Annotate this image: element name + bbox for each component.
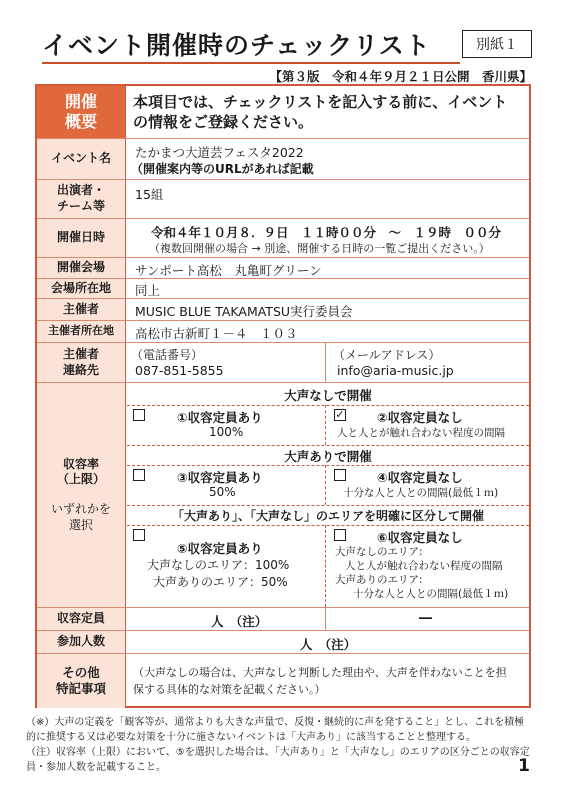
datetime-value[interactable]: 令和４年１０月８．９日 １１時００分 ～ １９時 ００分 — [151, 225, 502, 240]
email-label: （メールアドレス） — [333, 348, 441, 362]
opt4-note: 十分な人と人との間隔(最低１ｍ) — [343, 487, 499, 499]
contact-row — [37, 342, 529, 382]
overview-text: 本項目では、チェックリストを記入する前に、イベントの情報をご登録ください。 — [133, 93, 508, 132]
quiet-heading: 大声なしで開催 — [284, 388, 372, 403]
organizer-address-value[interactable]: 高松市古新町１－４ １０３ — [135, 326, 298, 341]
organizer-address-row — [37, 320, 529, 342]
opt6-line1: 大声なしのエリア: — [335, 546, 423, 558]
event-name-note: （開催案内等のURLがあれば記載 — [131, 162, 314, 176]
overview-label: 開催 概要 — [37, 86, 126, 138]
footnote-2: （注）収容率（上限）において、⑤を選択した場合は、「大声あり」と「大声なし」のエリアの区分ごとの収容定員・参加人数を記載すること。 — [26, 747, 530, 773]
opt5-checkbox[interactable] — [133, 529, 145, 541]
capacity-limit-row — [37, 607, 529, 630]
other-label: その他 特記事項 — [37, 654, 126, 708]
opt5-line2[interactable]: 大声ありのエリア：50% — [153, 575, 288, 589]
opt6-title: ⑥収容定員なし — [377, 530, 463, 545]
datetime-label: 開催日時 — [37, 219, 126, 257]
other-note[interactable]: （大声なしの場合は、大声なしと判断した理由や、大声を伴わないことを担保する具体的な対策を記載ください。） — [133, 666, 507, 697]
loud-heading: 大声ありで開催 — [284, 449, 372, 464]
other-row — [37, 653, 529, 708]
attendees-value[interactable]: 人 （注） — [299, 637, 357, 652]
attendees-row — [37, 630, 529, 653]
attachment-badge: 別紙１ — [462, 30, 532, 58]
opt2-note: 人と人とが触れ合わない程度の間隔 — [337, 427, 505, 439]
organizer-value[interactable]: MUSIC BLUE TAKAMATSU実行委員会 — [135, 304, 353, 319]
opt6-line3: 大声ありのエリア: — [335, 574, 423, 586]
opt2-checkbox[interactable]: ✓ — [335, 408, 345, 421]
datetime-row — [37, 218, 529, 257]
opt3-value[interactable]: 50% — [209, 485, 236, 499]
datetime-note: （複数回開催の場合 → 別途、開催する日時の一覧ご提出ください。） — [149, 242, 490, 255]
overview-row — [37, 86, 529, 138]
performers-label: 出演者・ チーム等 — [37, 180, 126, 218]
capacity-limit-none: ― — [419, 611, 432, 626]
contact-label: 主催者 連絡先 — [37, 343, 126, 382]
opt1-title: ①収容定員あり — [177, 410, 263, 425]
venue-location-value[interactable]: 同上 — [135, 283, 161, 298]
footnote-1: （※）大声の定義を「観客等が、通常よりも大きな声量で、反復・継続的に声を発すること」とし、これを積極的に推奨する又は必要な対策を十分に施さないイベントは「大声あり」に該当することと整理する。 — [26, 717, 525, 743]
capacity-label: 収容率 （上限） — [56, 456, 105, 487]
opt2-title: ②収容定員なし — [377, 410, 463, 425]
event-name-value[interactable]: たかまつ大道芸フェスタ2022 — [135, 145, 304, 160]
page-title: イベント開催時のチェックリスト — [42, 31, 431, 60]
title-underline — [42, 62, 460, 64]
organizer-label: 主催者 — [37, 299, 126, 320]
checklist-table — [35, 84, 531, 708]
capacity-sub: いずれかを 選択 — [50, 502, 111, 532]
opt5-line1[interactable]: 大声なしのエリア：100% — [147, 558, 290, 572]
phone-label: （電話番号） — [131, 348, 204, 362]
organizer-address-label: 主催者所在地 — [37, 321, 126, 342]
phone-value[interactable]: 087-851-5855 — [135, 363, 224, 378]
opt3-checkbox[interactable] — [133, 469, 145, 481]
venue-row — [37, 257, 529, 278]
capacity-row — [37, 382, 529, 607]
opt1-checkbox[interactable] — [133, 409, 145, 421]
opt6-line2: 人と人が触れ合わない程度の間隔 — [345, 560, 503, 572]
opt6-line4: 十分な人と人との間隔(最低１ｍ) — [353, 588, 509, 600]
capacity-label-cell — [37, 383, 126, 607]
venue-label: 開催会場 — [37, 258, 126, 278]
opt1-value[interactable]: 100% — [209, 425, 244, 439]
event-name-label: イベント名 — [37, 139, 126, 179]
organizer-row — [37, 298, 529, 320]
opt5-title: ⑤収容定員あり — [177, 541, 263, 556]
page-number: 1 — [518, 756, 530, 776]
opt3-title: ③収容定員あり — [177, 470, 263, 485]
venue-location-label: 会場所在地 — [37, 279, 126, 298]
version-info: 【第３版 令和４年９月２１日公開 香川県】 — [269, 69, 532, 84]
email-value[interactable]: info@aria-music.jp — [337, 363, 454, 378]
venue-value[interactable]: サンポート高松 丸亀町グリーン — [135, 263, 322, 278]
capacity-limit-label: 収容定員 — [37, 608, 126, 630]
opt4-checkbox[interactable] — [334, 469, 346, 481]
attendees-label: 参加人数 — [37, 631, 126, 653]
capacity-limit-value[interactable]: 人 （注） — [211, 614, 268, 629]
opt4-title: ④収容定員なし — [377, 470, 463, 485]
opt6-checkbox[interactable] — [334, 529, 346, 541]
split-heading: 「大声あり」、「大声なし」のエリアを明確に区分して開催 — [171, 509, 484, 523]
performers-row — [37, 179, 529, 218]
event-name-row — [37, 138, 529, 179]
venue-location-row — [37, 278, 529, 298]
performers-value[interactable]: 15組 — [135, 187, 164, 202]
